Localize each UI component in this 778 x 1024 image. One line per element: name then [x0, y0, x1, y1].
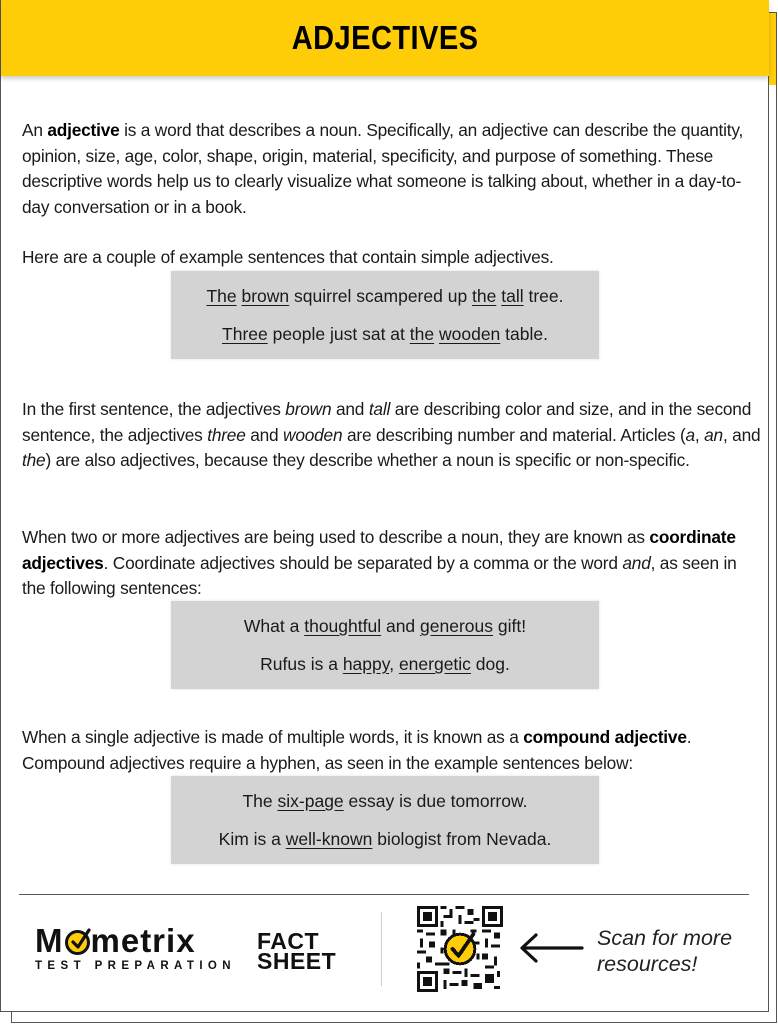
underlined-adjective: the	[409, 324, 435, 344]
sentence-text: biologist from Nevada.	[372, 829, 552, 849]
compound-paragraph: When a single adjective is made of multiple words, it is known as a compound adjective. Compound adjectives require a hyphen, as seen in the example sentences below:	[22, 727, 692, 773]
sentence-text: and	[381, 616, 421, 636]
underlined-adjective: Three	[222, 324, 268, 344]
footer-divider	[19, 894, 749, 895]
arrow-left-icon	[516, 927, 586, 967]
underlined-adjective: generous	[420, 616, 494, 636]
sentence-text: dog.	[470, 654, 510, 674]
page-title: ADJECTIVES	[291, 19, 479, 56]
coordinate-examples-box	[171, 601, 599, 689]
title-banner	[1, 0, 769, 76]
example-sentence	[171, 782, 599, 820]
mometrix-logo	[35, 922, 245, 975]
coordinate-paragraph: When two or more adjectives are being used to describe a noun, they are known as coordinate adjectives. Coordinate adjectives should be separated by a comma or the word and, as seen in the following sentences:	[22, 527, 737, 599]
sentence-text: gift!	[493, 616, 527, 636]
fact-sheet-label: FACT SHEET	[257, 928, 337, 974]
underlined-adjective: thoughtful	[304, 616, 382, 636]
sentence-text: table.	[500, 324, 548, 344]
example-sentence	[171, 645, 599, 683]
underlined-adjective: tall	[501, 286, 524, 306]
underlined-adjective: brown	[241, 286, 290, 306]
term-adjective: adjective	[47, 120, 120, 141]
term-coordinate-adjectives: coordinate adjectives	[22, 527, 736, 573]
intro-prefix: An	[22, 120, 48, 141]
simple-intro-paragraph: Here are a couple of example sentences that contain simple adjectives.	[22, 247, 554, 268]
term-compound-adjective: compound adjective	[523, 727, 687, 748]
example-sentence	[171, 315, 599, 353]
simple-examples-box	[171, 271, 599, 359]
intro-suffix: is a word that describes a noun. Specifically, an adjective can describe the quantity, opinion, size, age, color, shape, origin, material, specificity, and purpose of something. These descriptive words help us to clearly visualize what someone is talking about, whether in a day-to-day conversation or in a book.	[22, 120, 744, 217]
sentence-text: squirrel scampered up	[289, 286, 473, 306]
underlined-adjective: wooden	[438, 324, 501, 344]
sentence-text: Kim is a	[218, 829, 286, 849]
sentence-text: What a	[243, 616, 305, 636]
sentence-text: essay is due tomorrow.	[343, 791, 528, 811]
sentence-text: tree.	[523, 286, 564, 306]
explanation-paragraph: In the first sentence, the adjectives brown and tall are describing color and size, and in the second sentence, the adjectives three and wooden are describing number and material. Articles (a, an, and the) are also adjectives, because they describe whether a noun is specific or non-specific.	[22, 399, 761, 471]
underlined-adjective: happy	[342, 654, 390, 674]
sentence-text: Rufus is a	[260, 654, 343, 674]
example-sentence	[171, 607, 599, 645]
checkmark-circle-icon	[65, 930, 90, 955]
compound-examples-box	[171, 776, 599, 864]
underlined-adjective: The	[206, 286, 237, 306]
underlined-adjective: six-page	[277, 791, 344, 811]
scan-callout: Scan for more resources!	[597, 926, 733, 976]
sentence-text: ,	[389, 654, 399, 674]
sentence-text: The	[242, 791, 278, 811]
footer-vertical-divider	[381, 912, 382, 986]
example-sentence	[171, 277, 599, 315]
underlined-adjective: well-known	[285, 829, 373, 849]
underlined-adjective: the	[472, 286, 497, 306]
sentence-text: people just sat at	[267, 324, 410, 344]
example-sentence	[171, 820, 599, 858]
brand-tagline: TEST PREPARATION	[35, 960, 236, 972]
intro-paragraph	[22, 118, 762, 220]
qr-code-icon[interactable]	[417, 906, 503, 992]
brand-wordmark: M metrix	[35, 922, 196, 959]
underlined-adjective: energetic	[398, 654, 471, 674]
